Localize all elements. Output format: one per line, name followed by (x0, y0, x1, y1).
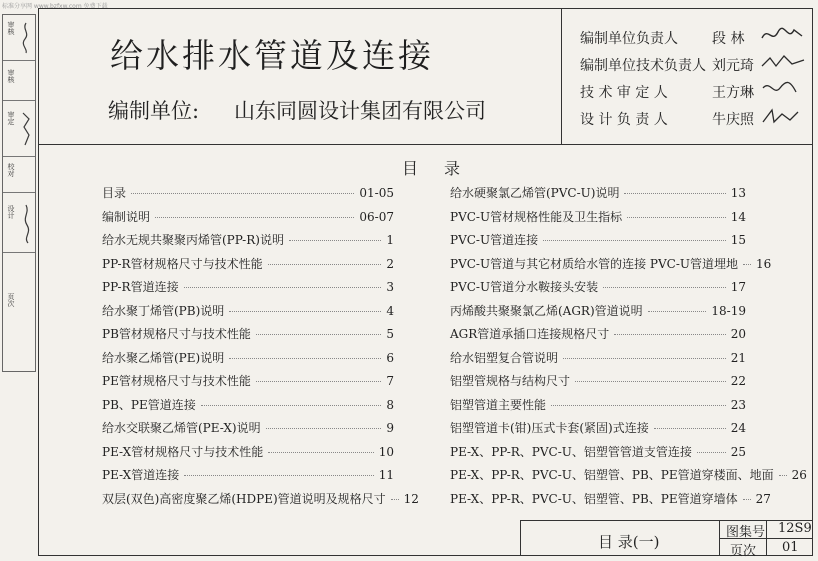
toc-item-page: 12 (403, 491, 419, 506)
watermark-text: 标准分享网 www.bzfxw.com 免费下载 (2, 3, 108, 10)
atlas-title: 给水排水管道及连接 (110, 36, 434, 75)
toc-leader (155, 217, 354, 218)
toc-item-title: 编制说明 (102, 209, 151, 224)
toc-leader (697, 452, 726, 453)
resp-role-design-head: 设 计 负 责 人 (580, 112, 668, 128)
toc-item-title: 铝塑管道卡(钳)压式卡套(紧固)式连接 (450, 421, 649, 435)
toc-heading-left: 目 (402, 159, 419, 178)
toc-item[interactable] (450, 395, 746, 415)
toc-leader (256, 334, 381, 335)
toc-item-page: 9 (386, 421, 394, 435)
side-label-check: 校对 (7, 163, 15, 177)
toc-leader (627, 217, 726, 218)
toc-item[interactable] (450, 254, 772, 274)
toc-item[interactable] (450, 301, 746, 321)
side-cell-check (3, 157, 35, 193)
side-label-review-2: 审核 (7, 69, 15, 83)
toc-item[interactable] (450, 324, 746, 344)
toc-leader (229, 358, 381, 359)
toc-item-page: 2 (386, 256, 394, 271)
side-label-approve: 审定 (7, 111, 15, 125)
toc-item-page: 23 (730, 397, 746, 412)
toc-item-page: 13 (730, 186, 746, 200)
toc-leader (268, 452, 373, 453)
toc-item-title: 给水铝塑复合管说明 (450, 350, 559, 365)
toc-item-page: 6 (386, 350, 394, 365)
toc-item[interactable] (450, 442, 746, 462)
toc-item-page: 22 (730, 374, 746, 388)
toc-leader (563, 358, 726, 359)
toc-item-title: AGR管道承插口连接规格尺寸 (450, 327, 610, 341)
toc-item-page: 1 (386, 233, 394, 247)
toc-item-title: PB、PE管道连接 (102, 397, 196, 412)
toc-item[interactable] (102, 301, 394, 321)
toc-leader (624, 193, 725, 194)
toc-item[interactable] (450, 183, 746, 203)
toc-leader (648, 311, 707, 312)
toc-item[interactable] (102, 277, 394, 297)
resp-name-tech-review: 王方琳 (712, 85, 754, 101)
toc-item-title: PP-R管材规格尺寸与技术性能 (102, 256, 263, 271)
toc-item[interactable] (450, 371, 746, 391)
toc-item-page: 24 (730, 421, 746, 435)
toc-item-title: 给水无规共聚聚丙烯管(PP-R)说明 (102, 233, 284, 247)
toc-leader (743, 264, 751, 265)
toc-item-title: 铝塑管道主要性能 (450, 397, 547, 412)
toc-leader (551, 405, 726, 406)
toc-leader (654, 428, 726, 429)
toc-item[interactable] (102, 254, 394, 274)
toc-item-title: 给水硬聚氯乙烯管(PVC-U)说明 (450, 186, 620, 200)
toc-item-title: PVC-U管道分水鞍接头安装 (450, 280, 599, 294)
toc-item-title: PE-X、PP-R、PVC-U、铝塑管、PB、PE管道穿墙体 (450, 491, 738, 506)
toc-item[interactable] (450, 489, 771, 509)
toc-item-page: 5 (386, 327, 394, 341)
toc-leader (256, 381, 382, 382)
toc-item-title: PVC-U管材规格性能及卫生指标 (450, 209, 623, 224)
toc-leader (575, 381, 726, 382)
header-divider (38, 144, 813, 145)
toc-item-page: 01-05 (359, 186, 394, 200)
toc-item-page: 27 (755, 491, 771, 506)
toc-item[interactable] (102, 489, 419, 509)
toc-leader (391, 499, 399, 500)
resp-name-design-head: 牛庆照 (712, 112, 754, 128)
toc-item[interactable] (450, 277, 746, 297)
resp-name-unit-head: 段 林 (712, 31, 745, 47)
toc-item-title: PE-X、PP-R、PVC-U、铝塑管、PB、PE管道穿楼面、地面 (450, 468, 774, 482)
signature-icon (760, 24, 804, 46)
toc-item-page: 06-07 (359, 209, 394, 224)
side-label-page: 页次 (7, 293, 15, 307)
title-block-top-line (520, 520, 813, 521)
resp-role-unit-head: 编制单位负责人 (580, 31, 678, 47)
title-block-left-line (520, 520, 521, 556)
toc-item-page: 25 (730, 444, 746, 459)
toc-item-title: PB管材规格尺寸与技术性能 (102, 327, 251, 341)
resp-role-tech-head: 编制单位技术负责人 (580, 58, 706, 74)
toc-item[interactable] (102, 230, 394, 250)
resp-name-tech-head: 刘元琦 (712, 58, 754, 74)
toc-item-title: 双层(双色)高密度聚乙烯(HDPE)管道说明及规格尺寸 (102, 491, 386, 506)
atlas-no-label: 图集号 (726, 525, 766, 540)
toc-item[interactable] (102, 371, 394, 391)
toc-item[interactable] (450, 230, 746, 250)
toc-leader (201, 405, 382, 406)
side-signature-icon (20, 203, 32, 245)
toc-leader (289, 240, 381, 241)
toc-item-title: 目录 (102, 186, 127, 200)
header-vertical-divider (561, 8, 562, 144)
side-cell-review-2 (3, 61, 35, 101)
side-cell-page (3, 253, 35, 371)
toc-item[interactable] (102, 465, 394, 485)
org-label: 编制单位: (108, 99, 200, 123)
toc-item-page: 21 (730, 350, 746, 365)
toc-item[interactable] (102, 395, 394, 415)
resp-role-tech-review: 技 术 审 定 人 (580, 85, 668, 101)
toc-leader (184, 475, 373, 476)
toc-item[interactable] (450, 207, 746, 227)
signature-icon (760, 78, 800, 100)
toc-item[interactable] (450, 465, 807, 485)
toc-item[interactable] (102, 442, 394, 462)
side-cell-design (3, 193, 35, 253)
toc-item-page: 14 (730, 209, 746, 224)
toc-item-page: 11 (378, 468, 394, 482)
toc-item-title: 给水聚丁烯管(PB)说明 (102, 303, 225, 318)
toc-item[interactable] (102, 324, 394, 344)
toc-item-page: 4 (386, 303, 394, 318)
side-cell-approve (3, 101, 35, 157)
side-label-design: 设计 (7, 205, 15, 219)
toc-item-page: 7 (386, 374, 394, 388)
side-label-review: 审核 (7, 21, 15, 35)
toc-leader (184, 287, 382, 288)
toc-leader (743, 499, 751, 500)
side-signature-icon (20, 109, 32, 149)
toc-item[interactable] (450, 418, 746, 438)
toc-item[interactable] (102, 348, 394, 368)
page-no-value: 01 (782, 540, 799, 555)
toc-item-title: PE-X、PP-R、PVC-U、铝塑管管道支管连接 (450, 444, 692, 459)
toc-item-page: 17 (730, 280, 746, 294)
toc-leader (779, 475, 787, 476)
toc-item[interactable] (102, 207, 394, 227)
toc-item-title: 铝塑管规格与结构尺寸 (450, 374, 571, 388)
side-cell-review (3, 15, 35, 61)
toc-item-page: 8 (386, 397, 394, 412)
toc-item-page: 20 (730, 327, 746, 341)
toc-leader (603, 287, 726, 288)
sheet-title: 目 录(一) (598, 533, 660, 551)
toc-item-title: PP-R管道连接 (102, 280, 179, 294)
page-no-label: 页次 (730, 544, 757, 559)
title-block-divider (766, 520, 767, 556)
toc-item[interactable] (102, 183, 394, 203)
toc-leader (229, 311, 381, 312)
side-approval-strip (2, 14, 36, 372)
toc-item-page: 15 (730, 233, 746, 247)
signature-icon (760, 106, 800, 128)
toc-item-title: PE-X管道连接 (102, 468, 180, 482)
title-block-divider (719, 520, 720, 556)
org-name: 山东同圆设计集团有限公司 (234, 99, 486, 123)
toc-item-title: 给水聚乙烯管(PE)说明 (102, 350, 225, 365)
toc-item[interactable] (102, 418, 394, 438)
toc-item-title: PVC-U管道与其它材质给水管的连接 PVC-U管道埋地 (450, 256, 738, 271)
toc-item-title: 丙烯酸共聚聚氯乙烯(AGR)管道说明 (450, 303, 643, 318)
toc-item-page: 3 (386, 280, 394, 294)
toc-item-title: PE管材规格尺寸与技术性能 (102, 374, 251, 388)
toc-item-page: 10 (378, 444, 394, 459)
toc-item-page: 26 (791, 468, 807, 482)
toc-item-title: 给水交联聚乙烯管(PE-X)说明 (102, 421, 261, 435)
toc-item-title: PVC-U管道连接 (450, 233, 539, 247)
toc-item[interactable] (450, 348, 746, 368)
toc-leader (268, 264, 382, 265)
toc-item-page: 18-19 (711, 303, 746, 318)
toc-item-page: 16 (756, 256, 772, 271)
toc-leader (614, 334, 725, 335)
toc-leader (266, 428, 382, 429)
signature-icon (760, 52, 806, 72)
toc-leader (131, 193, 354, 194)
toc-item-title: PE-X管材规格尺寸与技术性能 (102, 444, 264, 459)
side-signature-icon (20, 21, 32, 55)
toc-heading-right: 录 (444, 159, 461, 178)
toc-leader (543, 240, 726, 241)
atlas-no-value: 12S9 (778, 521, 812, 536)
